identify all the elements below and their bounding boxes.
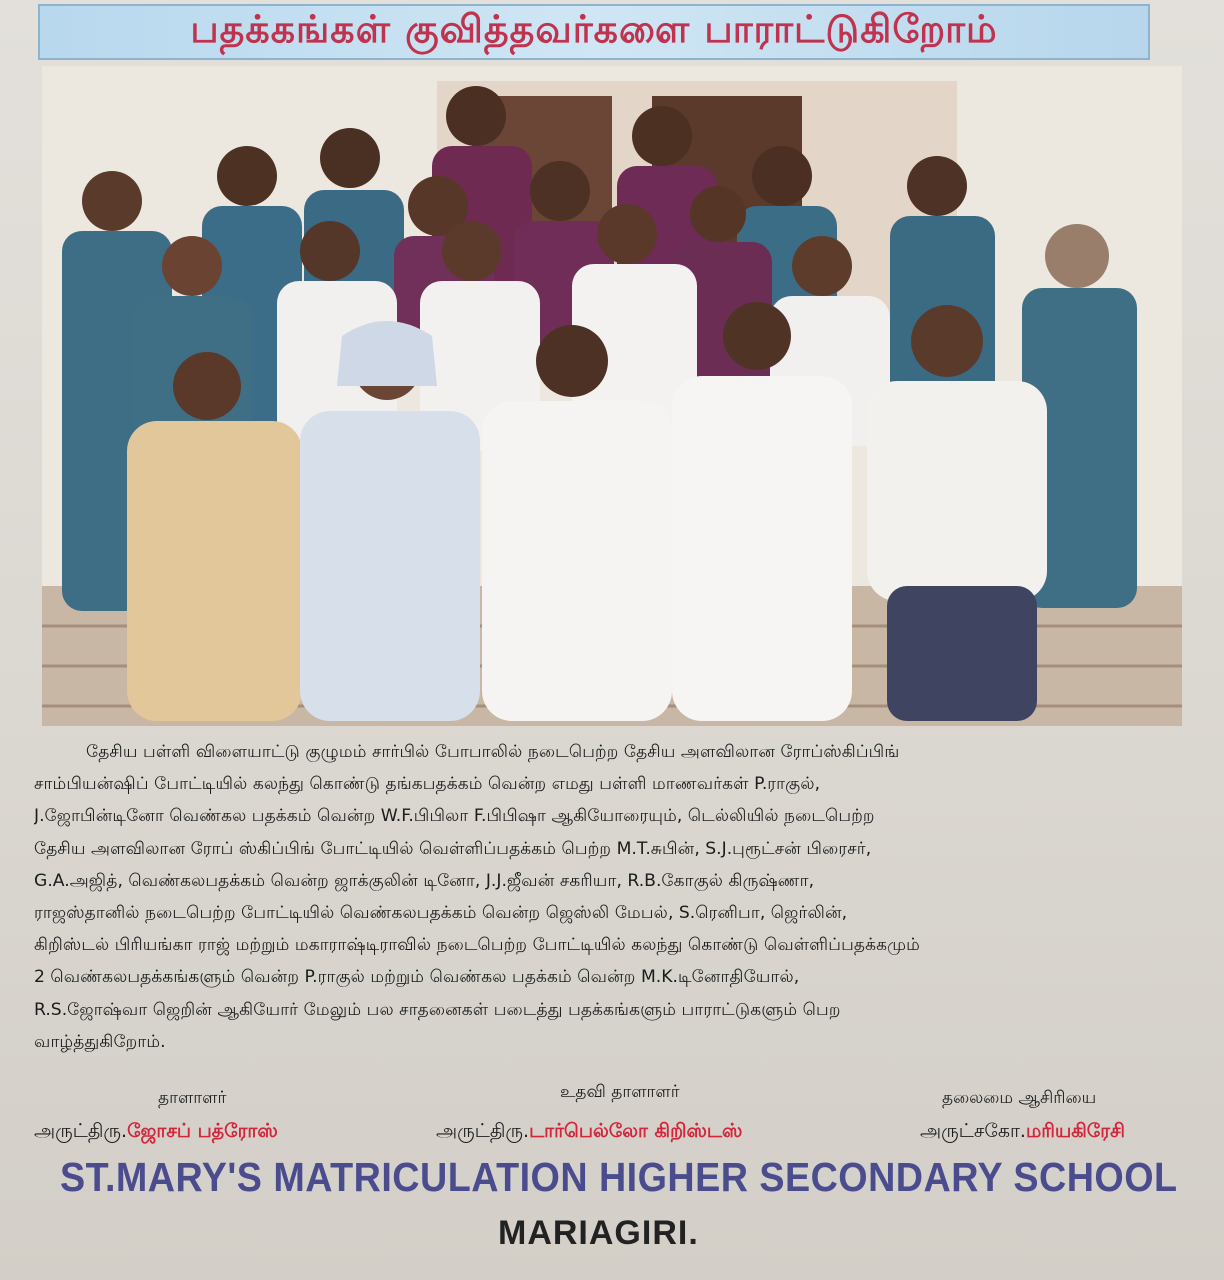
headline-banner: [38, 4, 1150, 60]
signatory-prefix: அருட்திரு.: [34, 1120, 128, 1142]
article-line: J.ஜோபின்டினோ வெண்கல பதக்கம் வென்ற W.F.பிபிலா F.பிபிஷா ஆகியோரையும், டெல்லியில் நடைபெற்ற: [34, 806, 875, 827]
signatory-role-correspondent: தாளாளர்: [158, 1088, 227, 1108]
signatory-name: மரியகிரேசி: [1025, 1120, 1125, 1142]
signatory-name: டார்பெல்லோ கிறிஸ்டஸ்: [529, 1120, 743, 1142]
article-line: தேசிய அளவிலான ரோப் ஸ்கிப்பிங் போட்டியில் வெள்ளிப்பதக்கம் பெற்ற M.T.சுபின், S.J.புரூட்சன் பிரைசர்,: [34, 838, 872, 859]
article-line: ராஜஸ்தானில் நடைபெற்ற போட்டியில் வெண்கலபதக்கம் வென்ற ஜெஸ்லி மேபல், S.ரெனிபா, ஜெர்லின்,: [34, 903, 848, 924]
signatory-prefix: அருட்திரு.: [436, 1120, 530, 1142]
article-line: சாம்பியன்ஷிப் போட்டியில் கலந்து கொண்டு தங்கபதக்கம் வென்ற எமது பள்ளி மாணவர்கள் P.ராகுல்,: [34, 774, 821, 795]
signatory-assistant-correspondent: [436, 1120, 742, 1145]
article-line: தேசிய பள்ளி விளையாட்டு குழுமம் சார்பில் போபாலில் நடைபெற்ற தேசிய அளவிலான ரோப்ஸ்கிப்பிங்: [86, 742, 900, 762]
article-line: வாழ்த்துகிறோம்.: [34, 1031, 166, 1052]
signatory-correspondent: [34, 1120, 278, 1145]
signatory-name: ஜோசப் பத்ரோஸ்: [127, 1120, 278, 1142]
article-body: [34, 736, 1184, 1058]
group-photo: [42, 66, 1182, 726]
school-name: ST.MARY'S MATRICULATION HIGHER SECONDARY SCHOOL: [60, 1154, 1178, 1200]
group-photo-icon: [42, 66, 1182, 726]
signatory-role-assistant-correspondent: உதவி தாளாளர்: [560, 1082, 680, 1102]
article-line: G.A.அஜித், வெண்கலபதக்கம் வென்ற ஜாக்குலின் டினோ, J.J.ஜீவன் சகரியா, R.B.கோகுல் கிருஷ்ணா,: [34, 870, 815, 891]
article-line: 2 வெண்கலபதக்கங்களும் வென்ற P.ராகுல் மற்றும் வெண்கல பதக்கம் வென்ற M.K.டினோதியோல்,: [34, 967, 800, 988]
school-place: MARIAGIRI.: [498, 1214, 699, 1252]
article-line: கிறிஸ்டல் பிரியங்கா ராஜ் மற்றும் மகாராஷ்டிராவில் நடைபெற்ற போட்டியில் கலந்து கொண்டு வெள்ளிப்பதக்கமும்: [34, 935, 920, 956]
signatory-prefix: அருட்சகோ.: [920, 1120, 1026, 1142]
signatory-headmistress: [920, 1120, 1125, 1145]
signatory-role-headmistress: தலைமை ஆசிரியை: [942, 1088, 1097, 1108]
article-line: R.S.ஜோஷ்வா ஜெறின் ஆகியோர் மேலும் பல சாதனைகள் படைத்து பதக்கங்களும் பாராட்டுகளும் பெற: [34, 999, 841, 1020]
headline: பதக்கங்கள் குவித்தவர்களை பாராட்டுகிறோம்: [190, 7, 998, 51]
